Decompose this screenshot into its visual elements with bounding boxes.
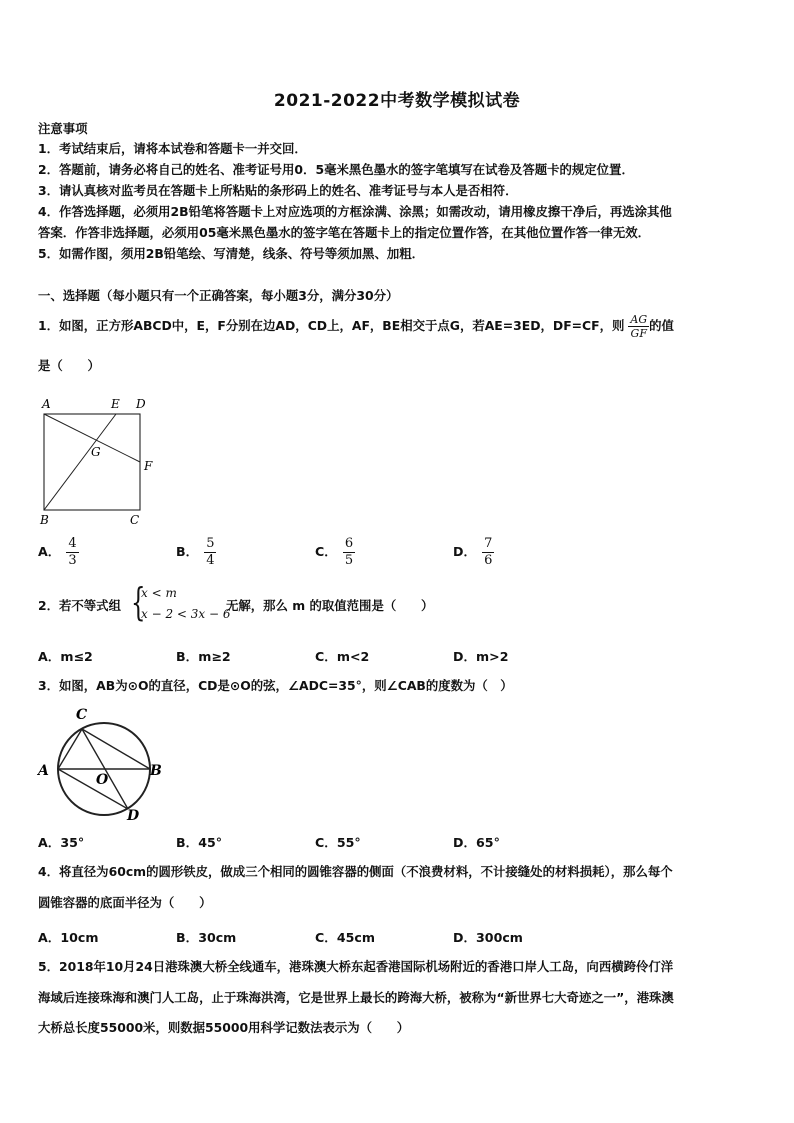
q2-option-b[interactable]: B．m≥2 [176,649,231,664]
q1-option-a[interactable] [38,536,79,569]
label-b: B [40,513,49,527]
label-c: C [76,707,88,723]
notice-heading: 注意事项 [38,121,88,136]
chord-cb [82,729,150,769]
fraction-denominator: 3 [68,553,77,568]
fraction-denominator: 6 [484,553,493,568]
question-1-text-2: 是（ ） [38,358,100,373]
question-5-text-1: 5．2018年10月24日港珠澳大桥全线通车，港珠澳大桥东起香港国际机场附近的香港口岸人工岛，向西横跨伶仃洋 [38,959,674,974]
inequality-line-2: x − 2 < 3x − 6 [141,607,231,621]
option-fraction [482,536,494,569]
q2-option-d[interactable]: D．m>2 [453,649,509,664]
option-letter: B． [176,544,199,559]
q4-option-b[interactable]: B．30cm [176,930,237,945]
square-abcd [44,414,140,510]
notice-item-1: 1．考试结束后，请将本试卷和答题卡一并交回． [38,141,307,156]
question-5-text-2: 海域后连接珠海和澳门人工岛，止于珠海洪湾，它是世界上最长的跨海大桥，被称为“新世界七大奇迹之一”，港珠澳 [38,990,674,1005]
q4-option-d[interactable]: D．300cm [453,930,523,945]
question-1-text [38,313,674,340]
option-letter: C． [315,544,337,559]
option-fraction [66,536,78,569]
question-2-suffix: 无解，那么 m 的取值范围是（ ） [226,598,434,613]
label-d: D [127,808,140,824]
q1-option-c[interactable] [315,536,355,569]
q2-option-c[interactable]: C．m<2 [315,649,370,664]
label-a: A [38,763,49,779]
inequality-system [131,580,231,626]
section-heading: 一、选择题（每小题只有一个正确答案，每小题3分，满分30分） [38,288,399,303]
brace-symbol: { [131,580,146,624]
question-1-fraction [628,313,649,340]
label-c: C [130,513,140,527]
label-g: G [91,445,101,459]
label-b: B [150,763,162,779]
notice-item-5: 5．如需作图，须用2B铅笔绘、写清楚，线条、符号等须加黑、加粗． [38,246,425,261]
q3-option-b[interactable]: B．45° [176,835,223,850]
label-d: D [136,397,146,411]
question-4-text-1: 4．将直径为60cm的圆形铁皮，做成三个相同的圆锥容器的侧面（不浪费材料，不计接缝处的材料损耗），那么每个 [38,864,673,879]
label-o: O [96,772,109,788]
fraction-numerator: 5 [206,536,215,551]
q2-option-a[interactable]: A．m≤2 [38,649,93,664]
question-5-text-3: 大桥总长度55000米，则数据55000用科学记数法表示为（ ） [38,1020,410,1035]
option-fraction [343,536,355,569]
option-letter: D． [453,544,477,559]
fraction-denominator: 4 [206,553,215,568]
question-4-text-2: 圆锥容器的底面半径为（ ） [38,895,212,910]
fraction-numerator: AG [630,313,648,326]
label-f: F [144,459,153,473]
q3-option-c[interactable]: C．55° [315,835,361,850]
question-3-text: 3．如图，AB为⊙O的直径，CD是⊙O的弦，∠ADC=35°，则∠CAB的度数为（ ） [38,678,513,693]
chord-ad [58,769,128,809]
square-figure [36,394,166,530]
notice-item-4-cont: 答案．作答非选择题，必须用05毫米黑色墨水的签字笔在答题卡上的指定位置作答，在其他位置作答一律无效． [38,225,650,240]
inequality-line-1: x < m [141,586,177,600]
q3-option-a[interactable]: A．35° [38,835,85,850]
notice-item-2: 2．答题前，请务必将自己的姓名、准考证号用0．5毫米黑色墨水的签字笔填写在试卷及答题卡的规定位置． [38,162,634,177]
page-title: 2021-2022中考数学模拟试卷 [273,91,521,111]
option-letter: A． [38,544,61,559]
q1-option-d[interactable] [453,536,494,569]
fraction-denominator: 5 [344,553,354,568]
label-e: E [111,397,120,411]
fraction-numerator: 4 [68,536,77,551]
question-2-prefix: 2．若不等式组 [38,598,121,613]
question-1-stem-tail: 的值 [649,318,674,333]
fraction-numerator: 7 [484,536,493,551]
segment-be [44,414,116,510]
fraction-denominator: GF [630,327,647,340]
label-a: A [42,397,51,411]
fraction-numerator: 6 [344,536,354,551]
option-fraction [204,536,216,569]
notice-item-3: 3．请认真核对监考员在答题卡上所粘贴的条形码上的姓名、准考证号与本人是否相符． [38,183,518,198]
circle-figure [36,702,172,824]
notice-item-4: 4．作答选择题，必须用2B铅笔将答题卡上对应选项的方框涂满、涂黑；如需改动，请用橡皮擦干净后，再选涂其他 [38,204,672,219]
q3-option-d[interactable]: D．65° [453,835,500,850]
q4-option-c[interactable]: C．45cm [315,930,375,945]
q1-option-b[interactable] [176,536,216,569]
question-1-stem: 1．如图，正方形ABCD中，E，F分别在边AD，CD上，AF，BE相交于点G，若AE=3ED，DF=CF，则 [38,318,625,333]
q4-option-a[interactable]: A．10cm [38,930,99,945]
